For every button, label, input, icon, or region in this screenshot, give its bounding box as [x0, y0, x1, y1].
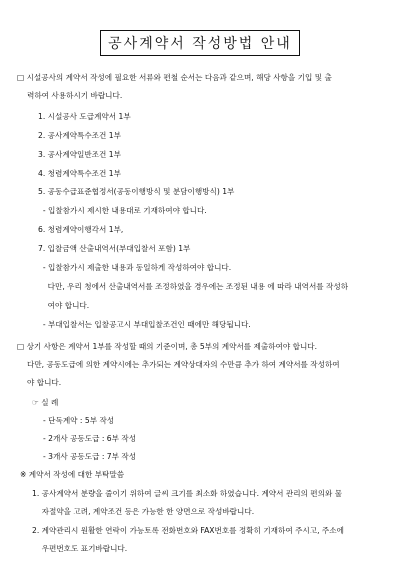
section1-intro-line2: 력하여 사용하시기 바랍니다. [27, 91, 123, 100]
list-item-7-note4: - 부대입찰서는 입찰공고시 부대입찰조건인 때에만 해당됩니다. [38, 320, 251, 329]
section2-line3: 야 합니다. [27, 378, 62, 387]
request-item-1-line2: 자절약을 고려, 계약조건 등은 가능한 한 양면으로 작성바랍니다. [32, 507, 255, 516]
list-item-1: 1. 시설공사 도급계약서 1부 [38, 112, 131, 121]
example-label: ☞ 실 례 [32, 398, 59, 407]
list-item-4: 4. 청렴계약특수조건 1부 [38, 169, 121, 178]
request-item-2-line2: 우편번호도 표기바랍니다. [32, 544, 128, 553]
section1-intro-line1: □ 시설공사의 계약서 작성에 필요한 서류와 편철 순서는 다음과 같으며, 해당 사항을 기입 및 출 [17, 73, 332, 82]
list-item-2: 2. 공사계약특수조건 1부 [38, 131, 121, 140]
request-item-1-line1: 1. 공사계약서 분량을 줄이기 위하여 글씨 크기를 최소화 하였습니다. 계약서 관리의 편의와 물 [32, 489, 343, 498]
request-item-2-line1: 2. 계약관리시 원활한 연락이 가능토록 전화번호와 FAX번호를 정확히 기재하여 주시고, 주소에 [32, 526, 344, 535]
list-item-5: 5. 공동수급표준협정서(공동이행방식 및 분담이행방식) 1부 [38, 187, 235, 196]
page-title: 공사계약서 작성방법 안내 [108, 36, 292, 52]
list-item-7-note2: 다만, 우리 청에서 산출내역서를 조정하였을 경우에는 조정된 내용 에 따라 내역서를 작성하 [38, 282, 349, 291]
list-item-5-note: - 입찰참가시 제시한 내용대로 기재하여야 합니다. [38, 206, 207, 215]
section2-line1: □ 상기 사항은 계약서 1부를 작성할 때의 기준이며, 총 5부의 계약서를 제출하여야 합니다. [17, 342, 318, 351]
list-item-7-note1: - 입찰참가시 제출한 내용과 동일하게 작성하여야 합니다. [38, 263, 232, 272]
section2-line2: 다만, 공동도급에 의한 계약시에는 추가되는 계약상대자의 수만큼 추가 하여 계약서를 작성하여 [27, 360, 340, 369]
example-item-1: - 단독계약 : 5부 작성 [43, 416, 115, 425]
title-box [100, 30, 300, 56]
example-item-2: - 2개사 공동도급 : 6부 작성 [43, 434, 137, 443]
list-item-7: 7. 입찰금액 산출내역서(부대입찰서 포함) 1부 [38, 244, 191, 253]
example-item-3: - 3개사 공동도급 : 7부 작성 [43, 452, 137, 461]
list-item-7-note3: 여야 합니다. [38, 301, 90, 310]
list-item-6: 6. 청렴계약이행각서 1부, [38, 225, 124, 234]
section3-heading: ※ 계약서 작성에 대한 부탁말씀 [20, 470, 125, 479]
list-item-3: 3. 공사계약일반조건 1부 [38, 150, 121, 159]
